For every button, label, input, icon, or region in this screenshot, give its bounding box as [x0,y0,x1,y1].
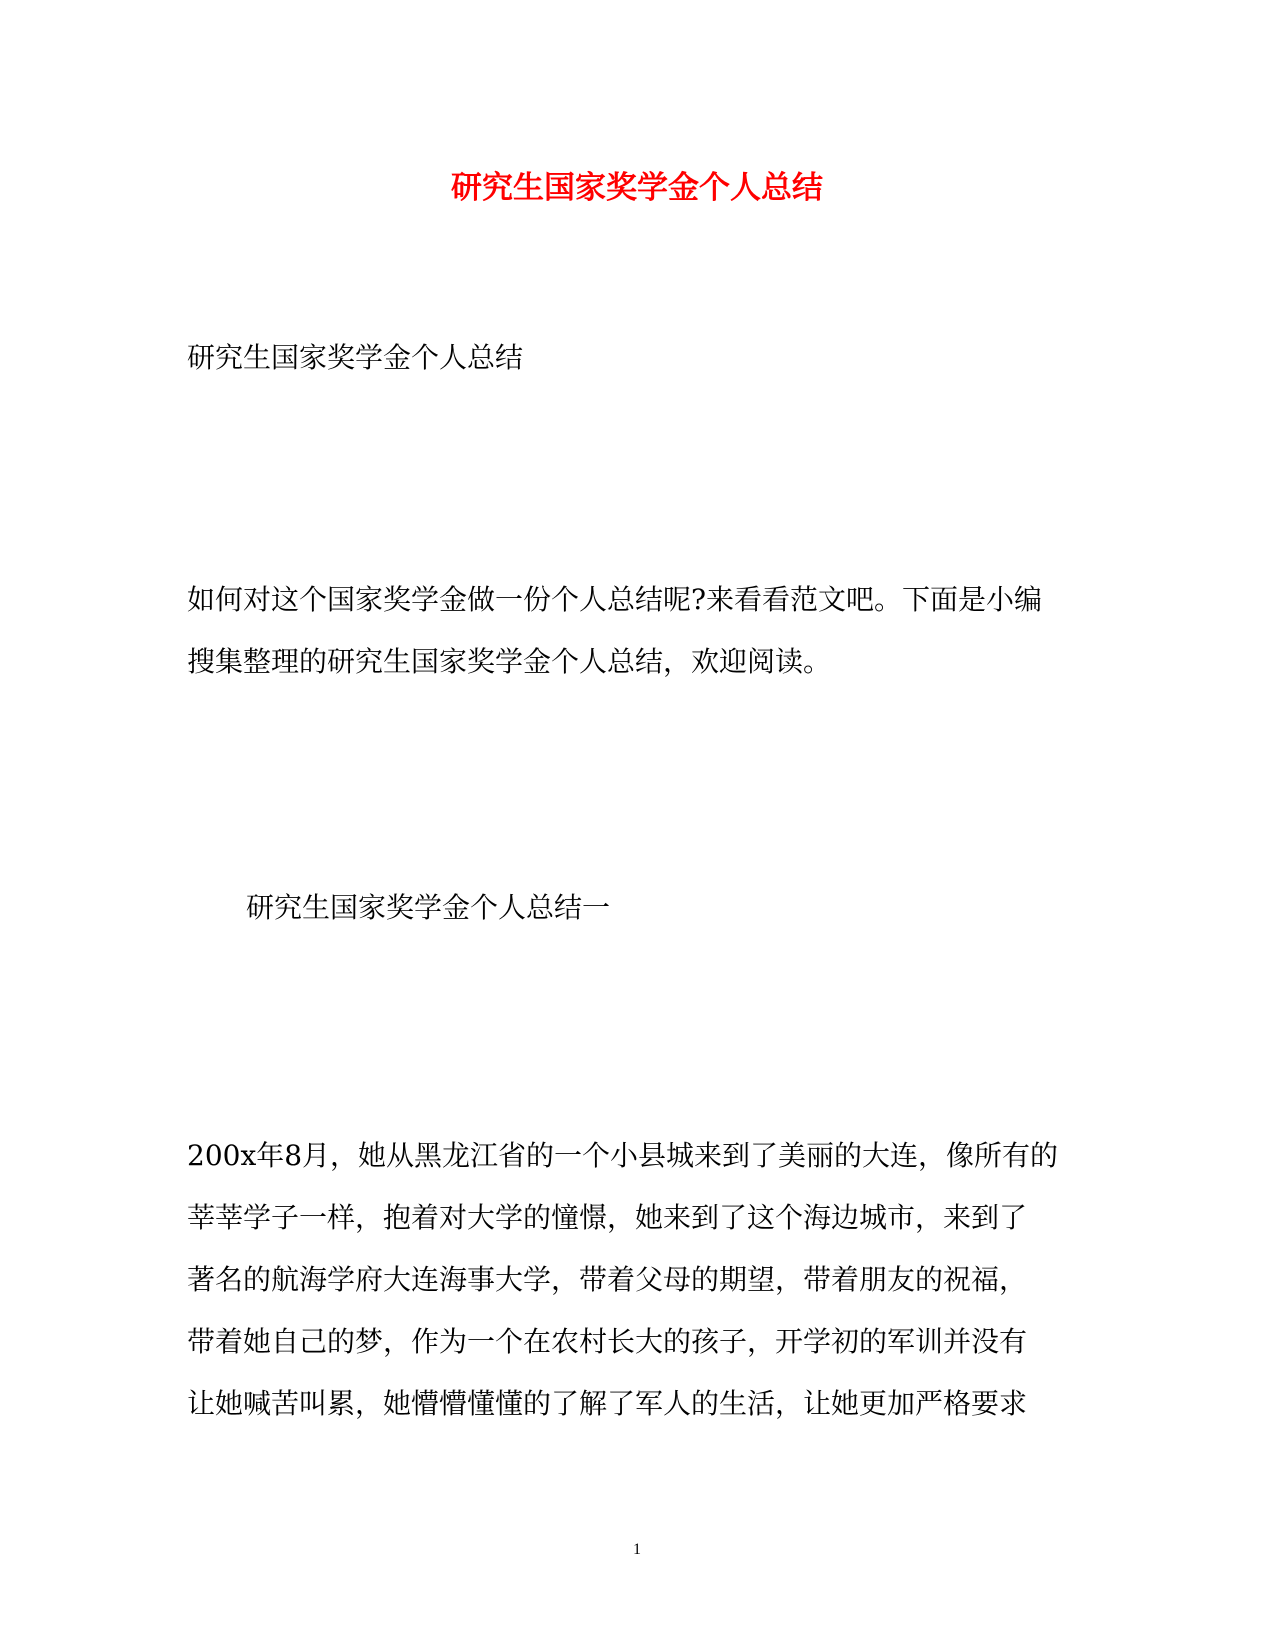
intro-line: 搜集整理的研究生国家奖学金个人总结，欢迎阅读。 [187,645,832,678]
body-line: 200x年8月，她从黑龙江省的一个小县城来到了美丽的大连，像所有的 [187,1139,1059,1172]
page-number: 1 [633,1541,641,1558]
body-line: 让她喊苦叫累，她懵懵懂懂的了解了军人的生活，让她更加严格要求 [187,1387,1028,1420]
section-heading: 研究生国家奖学金个人总结一 [246,891,611,924]
intro-line: 如何对这个国家奖学金做一份个人总结呢?来看看范文吧。下面是小编 [187,583,1043,616]
body-line: 著名的航海学府大连海事大学，带着父母的期望，带着朋友的祝福， [187,1263,1028,1296]
body-line: 莘莘学子一样，抱着对大学的憧憬，她来到了这个海边城市，来到了 [187,1201,1028,1234]
body-line: 带着她自己的梦，作为一个在农村长大的孩子，开学初的军训并没有 [187,1325,1028,1358]
document-subtitle: 研究生国家奖学金个人总结 [187,341,524,374]
document-title: 研究生国家奖学金个人总结 [451,170,823,206]
